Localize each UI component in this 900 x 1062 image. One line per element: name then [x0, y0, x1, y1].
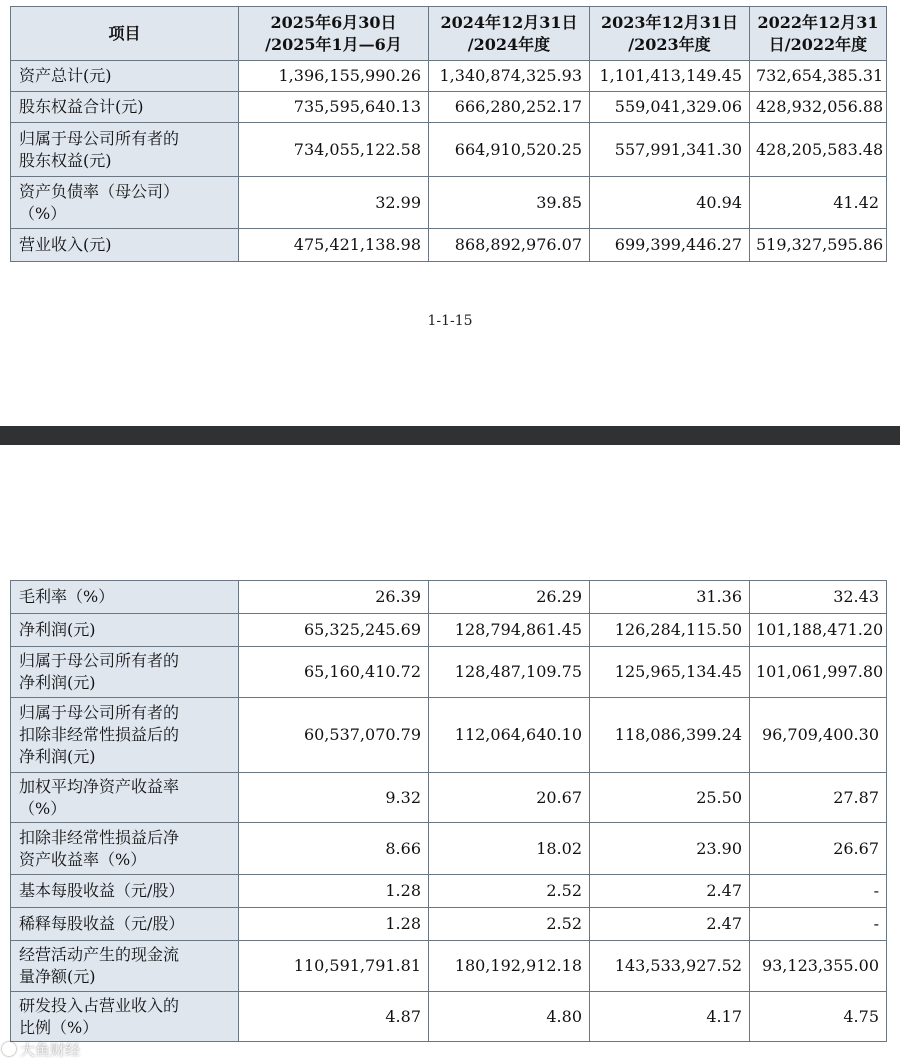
cell-value: 1.28	[239, 875, 429, 908]
cell-value: 2.52	[429, 908, 590, 941]
row-label-line: 净利润(元)	[19, 747, 96, 766]
row-label-line: 稀释每股收益（元/股）	[19, 914, 185, 933]
cell-value: 868,892,976.07	[429, 229, 590, 262]
cell-value: 126,284,115.50	[590, 614, 750, 647]
row-label-line: 资产总计(元)	[19, 66, 112, 85]
table-row	[11, 875, 887, 908]
cell-value: 475,421,138.98	[239, 229, 429, 262]
cell-value: 40.94	[590, 177, 750, 229]
cell-value: 559,041,329.06	[590, 92, 750, 123]
table-row	[11, 992, 887, 1042]
cell-value: 118,086,399.24	[590, 698, 750, 773]
row-label-line: 归属于母公司所有者的	[19, 128, 180, 148]
row-label-line: 资产收益率（%）	[19, 849, 147, 869]
cell-value: 110,591,791.81	[239, 941, 429, 992]
cell-value: 32.43	[750, 581, 887, 614]
table-row	[11, 823, 887, 875]
row-label-line: 扣除非经常性损益后的	[19, 725, 180, 744]
cell-value: 735,595,640.13	[239, 92, 429, 123]
row-label	[11, 875, 239, 908]
row-label-line: 量净额(元)	[19, 967, 96, 986]
table-body	[11, 581, 887, 1042]
cell-value: 26.39	[239, 581, 429, 614]
row-label-line: 归属于母公司所有者的	[19, 703, 180, 722]
cell-value: 1,396,155,990.26	[239, 61, 429, 92]
table-row	[11, 941, 887, 992]
cell-value: 41.42	[750, 177, 887, 229]
cell-value: 101,061,997.80	[750, 647, 887, 698]
table-row	[11, 581, 887, 614]
row-label	[11, 581, 239, 614]
cell-value: 9.32	[239, 773, 429, 823]
cell-value: 27.87	[750, 773, 887, 823]
page-number: 1-1-15	[427, 313, 473, 329]
row-label-line: 净利润(元)	[19, 673, 96, 692]
row-label-line: 资产负债率（母公司）	[19, 181, 180, 201]
row-label-line: 扣除非经常性损益后净	[19, 827, 180, 847]
cell-value: 4.80	[429, 992, 590, 1042]
cell-value: 4.75	[750, 992, 887, 1042]
row-label	[11, 698, 239, 773]
cell-value: 4.87	[239, 992, 429, 1042]
cell-value: 26.67	[750, 823, 887, 875]
row-label	[11, 123, 239, 177]
cell-value: 732,654,385.31	[750, 61, 887, 92]
row-label	[11, 614, 239, 647]
header-period-2025: 2025年6月30日 /2025年1月—6月	[239, 7, 429, 61]
cell-value: 2.47	[590, 908, 750, 941]
cell-value: 699,399,446.27	[590, 229, 750, 262]
cell-value: 2.52	[429, 875, 590, 908]
cell-value: -	[750, 875, 887, 908]
cell-value: 125,965,134.45	[590, 647, 750, 698]
header-row	[11, 7, 887, 61]
row-label-line: 股东权益(元)	[19, 150, 112, 170]
row-label-line: 基本每股收益（元/股）	[19, 881, 185, 900]
cell-value: 26.29	[429, 581, 590, 614]
row-label	[11, 92, 239, 123]
header-period-2022: 2022年12月31 日/2022年度	[750, 7, 887, 61]
watermark-logo-icon	[2, 1042, 16, 1056]
row-label-line: （%）	[19, 798, 67, 818]
row-label	[11, 177, 239, 229]
financial-table-bottom	[10, 580, 887, 1042]
cell-value: 428,932,056.88	[750, 92, 887, 123]
row-label	[11, 992, 239, 1042]
cell-value: 39.85	[429, 177, 590, 229]
row-label-line: 净利润(元)	[19, 620, 96, 639]
table-row	[11, 61, 887, 92]
financial-table-top	[10, 6, 887, 262]
row-label	[11, 823, 239, 875]
table-row	[11, 773, 887, 823]
row-label	[11, 647, 239, 698]
row-label-line: 毛利率（%）	[19, 587, 115, 606]
cell-value: 428,205,583.48	[750, 123, 887, 177]
watermark-text: 大鱼财经	[20, 1040, 81, 1059]
cell-value: 1,101,413,149.45	[590, 61, 750, 92]
row-label-line: 经营活动产生的现金流	[19, 945, 180, 964]
row-label-line: 加权平均净资产收益率	[19, 776, 180, 796]
cell-value: 93,123,355.00	[750, 941, 887, 992]
table-row	[11, 698, 887, 773]
row-label	[11, 773, 239, 823]
cell-value: 143,533,927.52	[590, 941, 750, 992]
table-row	[11, 647, 887, 698]
cell-value: 1,340,874,325.93	[429, 61, 590, 92]
cell-value: 664,910,520.25	[429, 123, 590, 177]
cell-value: 32.99	[239, 177, 429, 229]
cell-value: 65,325,245.69	[239, 614, 429, 647]
cell-value: 128,794,861.45	[429, 614, 590, 647]
cell-value: 180,192,912.18	[429, 941, 590, 992]
cell-value: 31.36	[590, 581, 750, 614]
cell-value: 557,991,341.30	[590, 123, 750, 177]
header-item: 项目	[11, 7, 239, 61]
row-label	[11, 908, 239, 941]
cell-value: 8.66	[239, 823, 429, 875]
table-row	[11, 229, 887, 262]
cell-value: 20.67	[429, 773, 590, 823]
cell-value: 96,709,400.30	[750, 698, 887, 773]
row-label-line: 营业收入(元)	[19, 235, 112, 254]
page-separator	[0, 426, 900, 445]
table-header	[11, 7, 887, 61]
table-body	[11, 61, 887, 262]
row-label-line: （%）	[19, 203, 67, 223]
cell-value: 18.02	[429, 823, 590, 875]
row-label-line: 归属于母公司所有者的	[19, 651, 180, 670]
header-period-2023: 2023年12月31日 /2023年度	[590, 7, 750, 61]
table-row	[11, 123, 887, 177]
cell-value: -	[750, 908, 887, 941]
cell-value: 25.50	[590, 773, 750, 823]
table-row	[11, 908, 887, 941]
cell-value: 23.90	[590, 823, 750, 875]
cell-value: 2.47	[590, 875, 750, 908]
row-label-line: 研发投入占营业收入的	[19, 995, 180, 1015]
table-row	[11, 92, 887, 123]
row-label-line: 比例（%）	[19, 1017, 99, 1037]
table-row	[11, 614, 887, 647]
cell-value: 65,160,410.72	[239, 647, 429, 698]
row-label	[11, 229, 239, 262]
cell-value: 734,055,122.58	[239, 123, 429, 177]
cell-value: 60,537,070.79	[239, 698, 429, 773]
row-label	[11, 61, 239, 92]
cell-value: 519,327,595.86	[750, 229, 887, 262]
cell-value: 4.17	[590, 992, 750, 1042]
cell-value: 1.28	[239, 908, 429, 941]
table-row	[11, 177, 887, 229]
cell-value: 666,280,252.17	[429, 92, 590, 123]
cell-value: 128,487,109.75	[429, 647, 590, 698]
row-label	[11, 941, 239, 992]
header-period-2024: 2024年12月31日 /2024年度	[429, 7, 590, 61]
cell-value: 112,064,640.10	[429, 698, 590, 773]
cell-value: 101,188,471.20	[750, 614, 887, 647]
watermark	[2, 1038, 80, 1060]
row-label-line: 股东权益合计(元)	[19, 97, 144, 116]
